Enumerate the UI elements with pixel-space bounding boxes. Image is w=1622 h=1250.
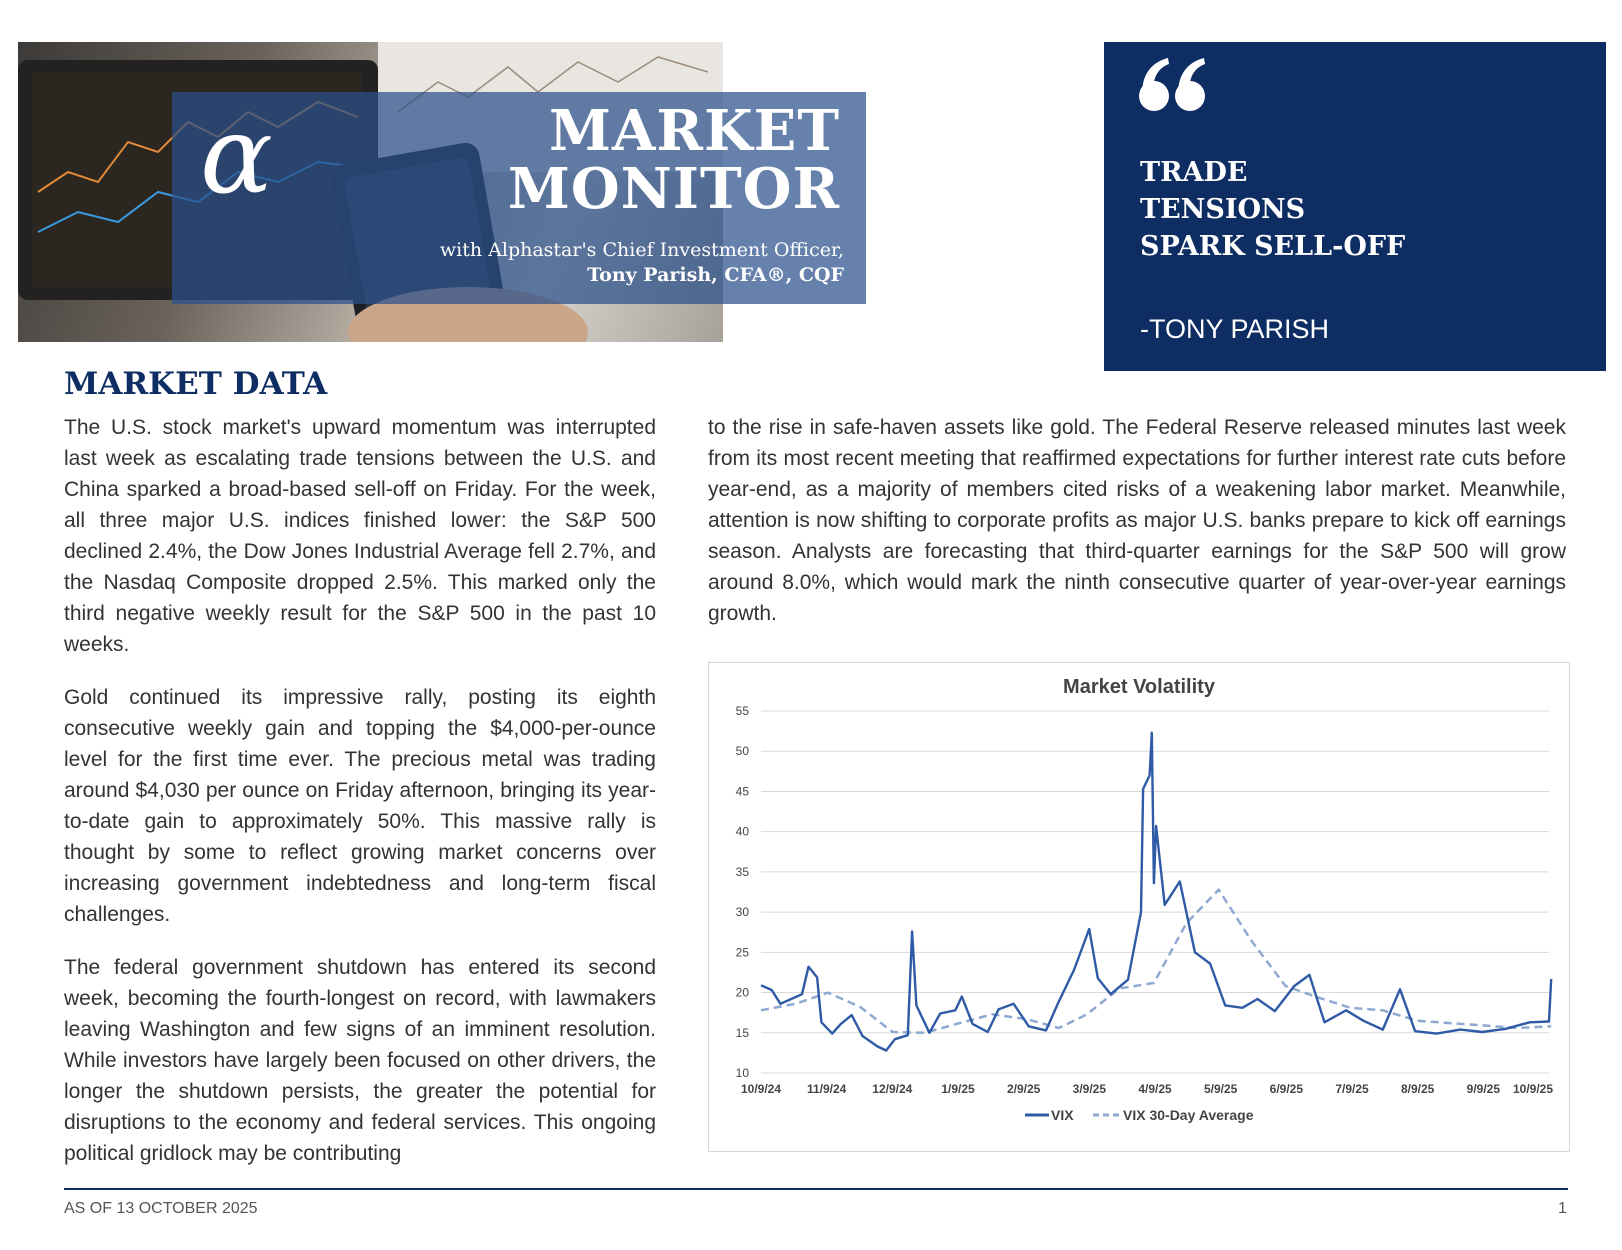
paragraph: The federal government shutdown has entered its second week, becoming the fourth-longest on record, with lawmakers leaving Washington and few signs of an imminent resolution. While investors have largely been focused on other drivers, the longer the shutdown persists, the greater the potential for disruptions to the economy and federal services. This ongoing political gridlock may be contributing (64, 956, 656, 1165)
page-title (507, 98, 840, 222)
title-line-monitor: MONITOR (507, 156, 840, 222)
right-column (708, 412, 1566, 651)
market-volatility-chart (708, 662, 1570, 1152)
x-tick-label: 7/9/25 (1335, 1082, 1369, 1096)
page-subtitle (440, 238, 844, 288)
vix-line (761, 733, 1551, 1051)
y-tick-label: 35 (735, 864, 749, 879)
y-tick-label: 30 (735, 905, 749, 920)
quote-headline-line: SPARK SELL-OFF (1140, 231, 1406, 262)
y-tick-label: 50 (735, 744, 749, 759)
quote-mark-icon (1138, 56, 1210, 114)
x-tick-label: 10/9/24 (740, 1082, 782, 1096)
paragraph: to the rise in safe-haven assets like gold. The Federal Reserve released minutes last week from its most recent meeting that reaffirmed expectations for further interest rate cuts before year-end, as a majority of members cited risks of a weakening labor market. Meanwhile, attention is now shifting to corporate profits as major U.S. banks prepare to kick off earnings season. Analysts are forecasting that third-quarter earnings for the S&P 500 will grow around 8.0%, which would mark the ninth consecutive quarter of year-over-year earnings growth. (708, 416, 1566, 625)
x-tick-label: 6/9/25 (1269, 1082, 1304, 1096)
y-tick-label: 10 (735, 1066, 749, 1080)
quote-headline-line: TRADE (1140, 157, 1248, 188)
x-tick-label: 10/9/25 (1512, 1082, 1554, 1096)
x-tick-label: 1/9/25 (941, 1082, 975, 1096)
x-tick-label: 3/9/25 (1072, 1082, 1107, 1096)
y-tick-label: 55 (735, 704, 749, 718)
hero-title-panel (172, 92, 866, 304)
x-tick-label: 5/9/25 (1203, 1082, 1238, 1096)
paragraph: The U.S. stock market's upward momentum was interrupted last week as escalating trade tensions between the U.S. and China sparked a broad-based sell-off on Friday. For the week, all three major U.S. indices finished lower: the S&P 500 declined 2.4%, the Dow Jones Industrial Average fell 2.7%, and the Nasdaq Composite dropped 2.5%. This marked only the third negative weekly result for the S&P 500 in the past 10 weeks. (64, 416, 656, 656)
legend-label-vix-average: VIX 30-Day Average (1123, 1107, 1254, 1123)
x-tick-label: 2/9/25 (1006, 1082, 1041, 1096)
y-tick-label: 15 (735, 1025, 749, 1040)
y-tick-label: 20 (735, 985, 749, 1000)
alphastar-logo: α (200, 93, 273, 218)
x-tick-label: 12/9/24 (872, 1082, 913, 1096)
section-title: MARKET DATA (64, 366, 328, 402)
footer-divider (64, 1188, 1568, 1190)
title-line-market: MARKET (548, 98, 840, 164)
subtitle-line-2: Tony Parish, CFA®, CQF (587, 264, 844, 286)
quote-headline (1140, 154, 1405, 265)
quote-box (1104, 42, 1606, 371)
x-tick-label: 8/9/25 (1400, 1082, 1435, 1096)
chart-svg (709, 663, 1569, 1151)
subtitle-line-1: with Alphastar's Chief Investment Officer, (439, 239, 844, 261)
vix-30-day-average-line (761, 890, 1551, 1033)
quote-author: -TONY PARISH (1140, 314, 1330, 344)
left-column (64, 412, 656, 1191)
page-number: 1 (1558, 1200, 1567, 1217)
y-tick-label: 25 (735, 945, 749, 960)
quote-headline-line: TENSIONS (1140, 194, 1306, 225)
y-tick-label: 45 (735, 784, 749, 799)
as-of-date: AS OF 13 OCTOBER 2025 (64, 1200, 258, 1217)
paragraph: Gold continued its impressive rally, posting its eighth consecutive weekly gain and topping the $4,000-per-ounce level for the first time ever. The precious metal was trading around $4,030 per ounce on Friday afternoon, bringing its year-to-date gain to approximately 50%. This massive rally is thought by some to reflect growing market concerns over increasing government indebtedness and long-term fiscal challenges. (64, 686, 656, 926)
x-tick-label: 9/9/25 (1466, 1082, 1501, 1096)
x-tick-label: 4/9/25 (1138, 1082, 1172, 1096)
y-tick-label: 40 (735, 824, 749, 839)
x-tick-label: 11/9/24 (806, 1082, 847, 1096)
legend-label-vix: VIX (1051, 1107, 1074, 1123)
chart-title: Market Volatility (1063, 676, 1215, 698)
